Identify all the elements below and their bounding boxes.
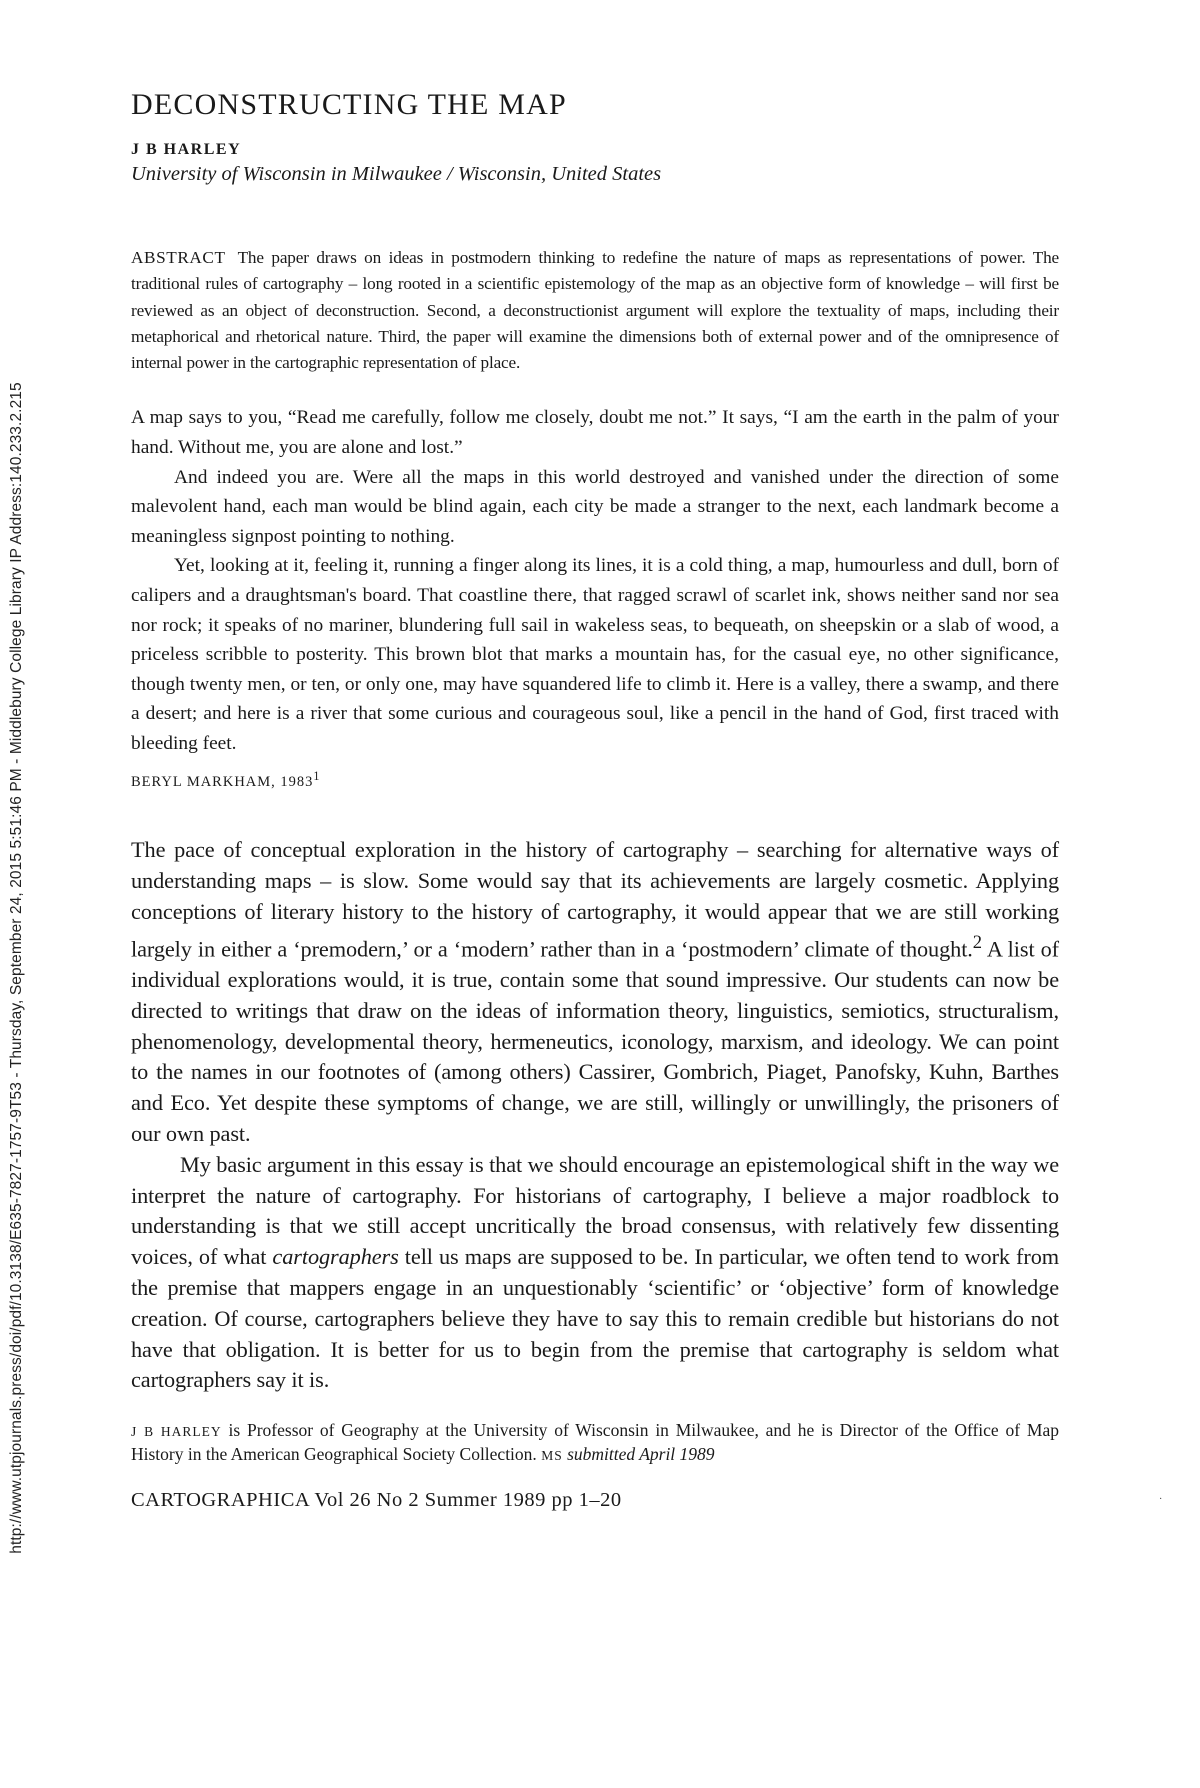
journal-volume: Vol 26 No 2 Summer 1989 pp 1–20: [314, 1489, 622, 1512]
download-info-text: http://www.utpjournals.press/doi/pdf/10.3138/E635-7827-1757-9T53 - Thursday, September 24, 2015 5:51:46 PM - Middlebury College Library IP Address:140.233.2.215: [8, 382, 25, 1554]
footnote-ref: 2: [972, 931, 982, 953]
abstract-label: ABSTRACT: [131, 248, 226, 267]
abstract: [131, 245, 1059, 376]
footnote-author: J B HARLEY: [131, 1424, 222, 1440]
footnote-ms: MS: [541, 1448, 563, 1464]
journal-name: CARTOGRAPHICA: [131, 1489, 310, 1512]
body-paragraph: The pace of conceptual exploration in the history of cartography – searching for alternative ways of understanding maps – is slow. Some would say that its achievements are largely cosmetic. Applying conceptions of literary history to the history of cartography, it would appear that we are still working largely in either a ‘premodern,’ or a ‘modern’ rather than in a ‘postmodern’ climate of thought.$^2$ A list of individual explorations would, it is true, contain some that sound impressive. Our students can now be directed to writings that draw on the ideas of information theory, linguistics, semiotics, structuralism, phenomenology, developmental theory, hermeneutics, iconology, marxism, and ideology. We can point to the names in our footnotes of (among others) Cassirer, Gombrich, Piaget, Panofsky, Kuhn, Barthes and Eco. Yet despite these symptoms of change, we are still, willingly or unwillingly, the prisoners of our own past.: [131, 837, 1059, 1147]
article-title: DECONSTRUCTING THE MAP: [131, 88, 567, 121]
body-paragraph: My basic argument in this essay is that we should encourage an epistemological shift in the way we interpret the nature of cartography. For historians of cartography, I believe a major roadblock to understanding is that we still accept uncritically the broad consensus, with relatively few dissenting voices, of what cartographers tell us maps are supposed to be. In particular, we often tend to work from the premise that mappers engage in an unquestionably ‘scientific’ or ‘objective’ form of knowledge creation. Of course, cartographers believe they have to say this to remain credible but historians do not have that obligation. It is better for us to begin from the premise that cartography is seldom what cartographers say it is.: [131, 1151, 1059, 1393]
footnote-ref: 1: [313, 768, 321, 783]
article-page: [131, 88, 1059, 1513]
footnote-submitted: submitted April 1989: [562, 1444, 715, 1465]
author-affiliation: University of Wisconsin in Milwaukee / Wisconsin, United States: [131, 163, 662, 185]
author-footnote: J B HARLEY is Professor of Geography at the University of Wisconsin in Milwaukee, and he is Director of the Office of Map History in the American Geographical Society Collection. MS submitted April 1989: [131, 1420, 1059, 1465]
article-body: [131, 835, 1059, 1396]
download-watermark: [0, 0, 30, 1788]
epigraph: [131, 403, 1059, 793]
epigraph-paragraph: A map says to you, “Read me carefully, follow me closely, doubt me not.” It says, “I am the earth in the palm of your hand. Without me, you are alone and lost.”: [131, 407, 1059, 459]
italic-term: cartographers: [272, 1244, 399, 1270]
abstract-text: The paper draws on ideas in postmodern thinking to redefine the nature of maps as representations of power. The traditional rules of cartography – long rooted in a scientific epistemology of the map as an objective form of knowledge – will first be reviewed as an object of deconstruction. Second, a deconstructionist argument will explore the textuality of maps, including their metaphorical and rhetorical nature. Third, the paper will examine the dimensions both of external power and of the omnipresence of internal power in the cartographic representation of place.: [131, 248, 1059, 373]
attribution-text: BERYL MARKHAM, 1983: [131, 773, 314, 790]
epigraph-paragraph: And indeed you are. Were all the maps in this world destroyed and vanished under the direction of some malevolent hand, each man would be blind again, each city be made a stranger to the next, each landmark become a meaningless signpost pointing to nothing.: [131, 466, 1059, 547]
epigraph-paragraph: Yet, looking at it, feeling it, running a finger along its lines, it is a cold thing, a map, humourless and dull, born of calipers and a draughtsman's board. That coastline there, that ragged scrawl of scarlet ink, shows neither sand nor sea nor rock; it speaks of no mariner, blundering full sail in wakeless seas, to bequeath, on sheepskin or a slab of wood, a priceless scribble to posterity. This brown blot that marks a mountain has, for the casual eye, no other significance, though twenty men, or ten, or only one, may have squandered life to climb it. Here is a valley, there a swamp, and there a desert; and here is a river that some curious and courageous soul, like a pencil in the hand of God, first traced with bleeding feet.: [131, 555, 1059, 755]
author-name: J B HARLEY: [131, 141, 242, 158]
margin-mark: ·: [1159, 1494, 1163, 1505]
journal-citation: [131, 1487, 1059, 1513]
epigraph-attribution: [131, 764, 1059, 794]
